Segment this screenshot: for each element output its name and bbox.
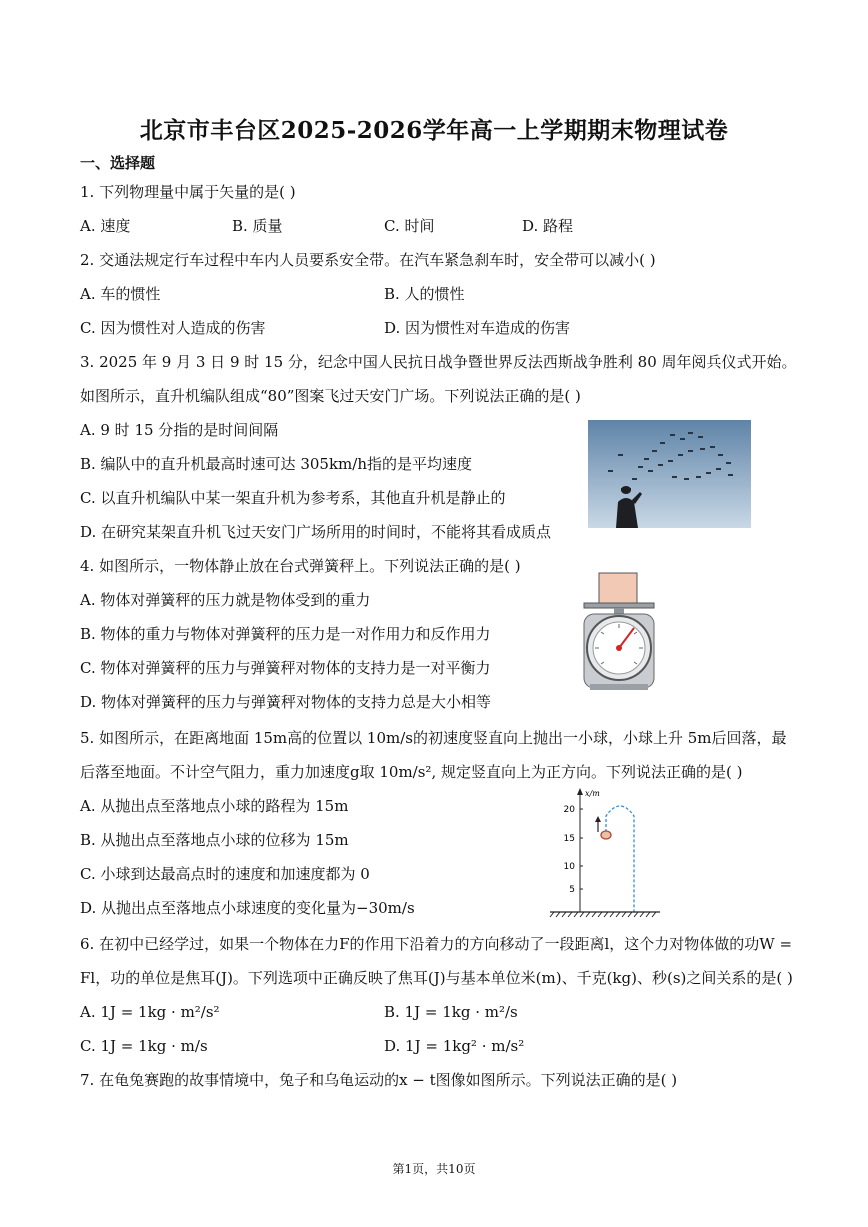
q6-option-a: A. 1J = 1kg · m²/s²: [80, 1003, 220, 1021]
q3-option-b: B. 编队中的直升机最高时速可达 305km/h指的是平均速度: [80, 455, 472, 473]
tick-label-20: 20: [563, 805, 575, 815]
q5-stem-line2: 后落至地面。不计空气阻力，重力加速度g取 10m/s², 规定竖直向上为正方向。下列说法正确的是( ): [80, 763, 743, 781]
q4-option-b: B. 物体的重力与物体对弹簧秤的压力是一对作用力和反作用力: [80, 625, 491, 643]
tick-label-5: 5: [569, 885, 575, 895]
axis-label: x/m: [585, 789, 600, 798]
tick-label-10: 10: [563, 862, 575, 872]
page-title: 北京市丰台区2025-2026学年高一上学期期末物理试卷: [139, 117, 729, 144]
q2-option-c: C. 因为惯性对人造成的伤害: [80, 319, 266, 337]
q1-option-c: C. 时间: [384, 217, 435, 235]
q4-stem: 4. 如图所示，一物体静止放在台式弹簧秤上。下列说法正确的是( ): [80, 557, 521, 575]
q4-option-d: D. 物体对弹簧秤的压力与弹簧秤对物体的支持力总是大小相等: [80, 693, 492, 711]
q5-option-c: C. 小球到达最高点时的速度和加速度都为 0: [80, 865, 370, 883]
helicopter-formation-photo: [588, 420, 751, 528]
q2-option-d: D. 因为惯性对车造成的伤害: [384, 319, 571, 337]
q5-option-b: B. 从抛出点至落地点小球的位移为 15m: [80, 831, 349, 849]
q2-option-a: A. 车的惯性: [80, 285, 161, 303]
q1-option-a: A. 速度: [80, 217, 131, 235]
q2-option-b: B. 人的惯性: [384, 285, 465, 303]
page-footer: 第1页，共10页: [392, 1162, 476, 1176]
q6-option-b: B. 1J = 1kg · m²/s: [384, 1003, 518, 1021]
q3-stem-line2: 如图所示，直升机编队组成“80”图案飞过天安门广场。下列说法正确的是( ): [80, 387, 581, 405]
section-heading: 一、选择题: [80, 154, 156, 172]
q3-option-d: D. 在研究某架直升机飞过天安门广场所用的时间时，不能将其看成质点: [80, 523, 552, 541]
q1-option-b: B. 质量: [232, 217, 283, 235]
q6-option-d: D. 1J = 1kg² · m/s²: [384, 1037, 525, 1055]
q4-option-c: C. 物体对弹簧秤的压力与弹簧秤对物体的支持力是一对平衡力: [80, 659, 491, 677]
q4-option-a: A. 物体对弹簧秤的压力就是物体受到的重力: [80, 591, 371, 609]
q5-stem-line1: 5. 如图所示，在距离地面 15m高的位置以 10m/s的初速度竖直向上抛出一小球，小球上升 5m后回落，最: [80, 729, 787, 747]
q3-option-a: A. 9 时 15 分指的是时间间隔: [80, 421, 279, 439]
tick-label-15: 15: [563, 834, 575, 844]
q2-stem: 2. 交通法规定行车过程中车内人员要系安全带。在汽车紧急刹车时，安全带可以减小( ): [80, 251, 656, 269]
q1-option-d: D. 路程: [522, 217, 574, 235]
q7-stem: 7. 在龟兔赛跑的故事情境中，兔子和乌龟运动的x − t图像如图所示。下列说法正确的是( ): [80, 1071, 678, 1089]
q5-option-a: A. 从抛出点至落地点小球的路程为 15m: [80, 797, 349, 815]
q6-option-c: C. 1J = 1kg · m/s: [80, 1037, 208, 1055]
spring-scale-figure: [572, 570, 666, 694]
q6-stem-line1: 6. 在初中已经学过，如果一个物体在力F的作用下沿着力的方向移动了一段距离l，这个力对物体做的功W =: [80, 935, 793, 953]
q3-option-c: C. 以直升机编队中某一架直升机为参考系，其他直升机是静止的: [80, 489, 506, 507]
q3-stem-line1: 3. 2025 年 9 月 3 日 9 时 15 分，纪念中国人民抗日战争暨世界反法西斯战争胜利 80 周年阅兵仪式开始。: [80, 353, 797, 371]
q5-option-d: D. 从抛出点至落地点小球速度的变化量为−30m/s: [80, 899, 415, 917]
q6-stem-line2: Fl，功的单位是焦耳(J)。下列选项中正确反映了焦耳(J)与基本单位米(m)、千克(kg)、秒(s)之间关系的是( ): [80, 969, 793, 987]
q1-stem: 1. 下列物理量中属于矢量的是( ): [80, 183, 296, 201]
ball-trajectory-figure: [546, 784, 662, 922]
